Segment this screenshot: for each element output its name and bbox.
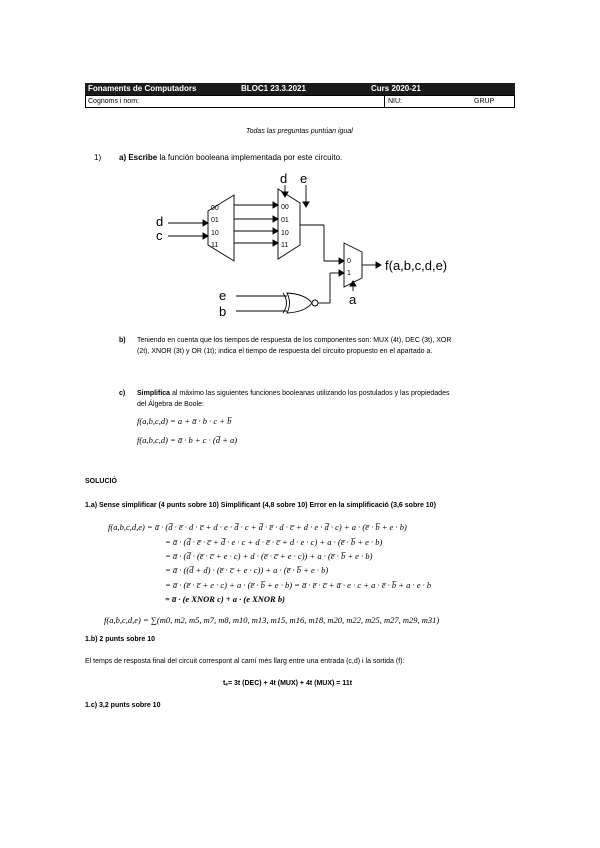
input-c-label: c: [156, 228, 163, 243]
dec-out-label: 11: [211, 242, 219, 249]
input-d-label: d: [156, 214, 164, 229]
q1a-label: a) Escribe: [119, 153, 158, 162]
bloc-date: BLOC1 23.3.2021: [241, 84, 306, 93]
header-divider: [384, 96, 385, 107]
q1b-line1: Teniendo en cuenta que los tiempos de respuesta de los componentes son: MUX (4t), DEC (3t), XOR: [137, 337, 452, 344]
name-label: Cognoms i nom:: [88, 98, 139, 105]
solution-1c-heading: 1.c) 3,2 punts sobre 10: [85, 702, 161, 709]
grup-label: GRUP: [474, 98, 495, 105]
q1b-line2: (2t), XNOR (3t) y OR (1t); indica el tiempo de respuesta del circuito propuesto en el apartado a.: [137, 348, 433, 355]
q1c-line1: [137, 390, 449, 397]
input-e-top-label: e: [300, 171, 308, 186]
q1c-function-2: f(a,b,c,d) = a̅ · b + c · (d̅ + a): [137, 435, 238, 445]
exam-header: [85, 83, 515, 109]
q1c-bold: Simplifica: [137, 390, 171, 397]
q1c-label: c): [119, 390, 126, 397]
equation-line: = a̅ · (d̅ · e̅ · c̅ + d̅ · e · c + d · e̅ · c̅ + d · e · c) + a · (e̅ · b̅ + e · b): [165, 537, 383, 547]
circuit-diagram: [140, 165, 470, 325]
q1a-text: la función booleana implementada por este circuito.: [157, 153, 343, 162]
mux4-in-label: 00: [281, 204, 289, 211]
question-number: 1): [94, 153, 102, 162]
equation-line: f(a,b,c,d,e) = a̅ · (d̅ · e̅ · d · c̅ + d · e · d̅ · c + d̅ · e̅ · d · c̅ + d · e · d̅ · c) + a · (e̅ · b̅ + e · b): [108, 522, 407, 532]
mux2-in-label: 1: [347, 270, 351, 277]
output-label: f(a,b,c,d,e): [385, 258, 448, 273]
solution-1b-text: El temps de resposta final del circuit correspont al camí més llarg entre una entrada (c,d) i la sortida (f):: [85, 658, 405, 665]
solution-1b-heading: 1.b) 2 punts sobre 10: [85, 636, 156, 643]
q1b-label: b): [119, 337, 126, 344]
course-year: Curs 2020-21: [371, 84, 421, 93]
question-1a: [119, 153, 342, 162]
solution-1a-heading: 1.a) Sense simplificar (4 punts sobre 10) Simplificant (4,8 sobre 10) Error en la simplificació (3,6 sobre 10): [85, 502, 436, 509]
niu-label: NIU:: [388, 98, 402, 105]
input-b-label: b: [219, 304, 227, 319]
mux4-in-label: 01: [281, 217, 289, 224]
mux4-in-label: 11: [281, 242, 289, 249]
minterms-line: f(a,b,c,d,e) = ∑(m0, m2, m5, m7, m8, m10, m13, m15, m16, m18, m20, m22, m25, m27, m29, m31): [104, 615, 440, 625]
equation-line: = a̅ · ((d̅ + d) · (e̅ · c̅ + e · c)) + a · (e̅ · b̅ + e · b): [165, 565, 329, 575]
q1c-line2: del Álgebra de Boole:: [137, 401, 204, 408]
header-fields-row: [85, 95, 515, 108]
input-e-label: e: [219, 288, 227, 303]
input-a-label: a: [349, 292, 357, 307]
equal-score-note: Todas las preguntas puntúan igual: [246, 128, 353, 135]
dec-out-label: 01: [211, 217, 219, 224]
equation-line: = a̅ · (e XNOR c) + a · (e XNOR b): [165, 594, 285, 604]
equation-line: = a̅ · (d̅ · (e̅ · c̅ + e · c) + d · (e̅ · c̅ + e · c)) + a · (e̅ · b̅ + e · b): [165, 551, 373, 561]
equation-line: = a̅ · (e̅ · c̅ + e · c) + a · (e̅ · b̅ + e · b) = a̅ · e̅ · c̅ + a̅ · e · c + a · e̅ · b̅ + a · e · b: [165, 580, 432, 590]
xnor-gate: [287, 293, 312, 313]
dec-out-label: 00: [211, 205, 219, 212]
solution-1b-formula: tₑ= 3t (DEC) + 4t (MUX) + 4t (MUX) = 11t: [223, 680, 353, 687]
dec-out-label: 10: [211, 230, 219, 237]
header-title-bar: [85, 83, 515, 95]
course-name: Fonaments de Computadors: [88, 84, 197, 93]
q1c-text: al máximo las siguientes funciones booleanas utilizando los postulados y las propiedades: [170, 390, 450, 397]
mux4-in-label: 10: [281, 230, 289, 237]
solution-title: SOLUCIÓ: [85, 478, 117, 485]
q1c-function-1: f(a,b,c,d) = a + a̅ · b · c + b̅: [137, 416, 232, 426]
mux2-in-label: 0: [347, 258, 351, 265]
input-d-top-label: d: [280, 171, 288, 186]
